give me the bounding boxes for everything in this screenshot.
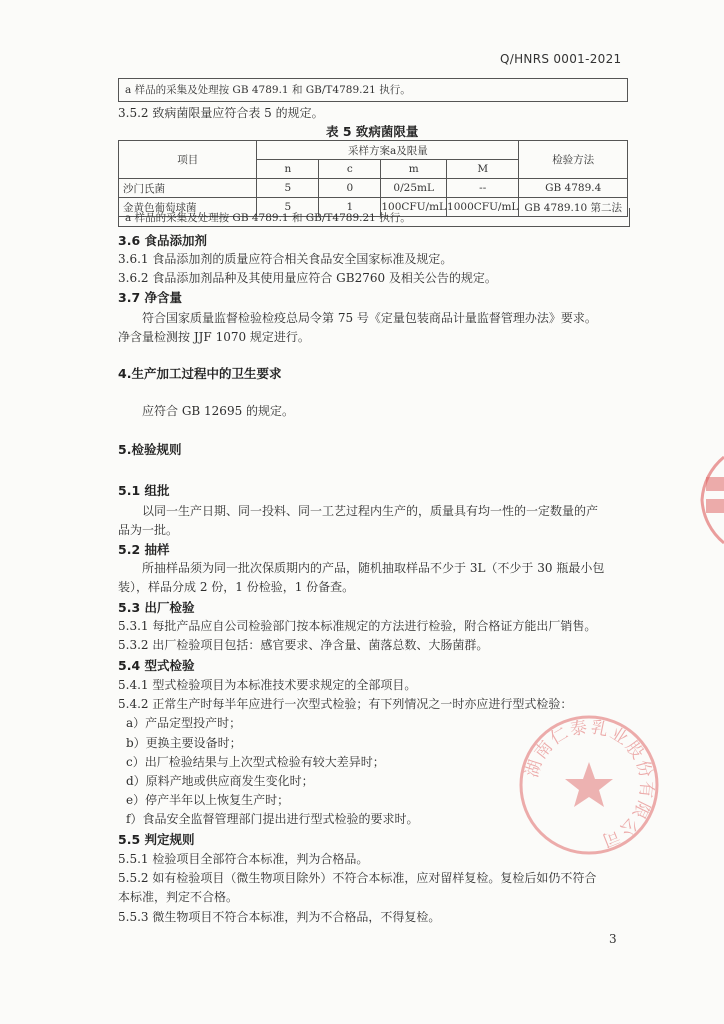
table-5-note-text: a 样品的采集及处理按 GB 4789.1 和 GB/T4789.21 执行。: [125, 212, 411, 224]
cell-m: 100CFU/mL: [381, 198, 447, 217]
clause-5-3-2: 5.3.2 出厂检验项目包括：感官要求、净含量、菌落总数、大肠菌群。: [118, 638, 489, 652]
cell-m: 0/25mL: [381, 179, 447, 198]
clause-5-5-1: 5.5.1 检验项目全部符合本标准，判为合格品。: [118, 852, 369, 866]
clause-5-1-line2: 品为一批。: [118, 523, 179, 537]
table-5-note: [118, 208, 630, 227]
cell-n: 5: [257, 179, 319, 198]
svg-text:湖南仁泰乳业股份有限公司: 湖南仁泰乳业股份有限公司: [522, 717, 657, 851]
clause-3-7-line2: 净含量检测按 JJF 1070 规定进行。: [118, 330, 310, 344]
list-item: e）停产半年以上恢复生产时；: [126, 793, 290, 807]
table-subheader-c: c: [319, 160, 381, 179]
clause-4-body: 应符合 GB 12695 的规定。: [142, 404, 295, 418]
standard-code: Q/HNRS 0001-2021: [500, 52, 622, 66]
clause-5-5-2-line2: 本标准，判定不合格。: [118, 890, 239, 904]
section-3-6-heading: 3.6 食品添加剂: [118, 233, 207, 248]
section-5-2-heading: 5.2 抽样: [118, 542, 170, 557]
table-5-caption: 表 5 致病菌限量: [326, 124, 419, 139]
clause-5-4-2: 5.4.2 正常生产时每半年应进行一次型式检验；有下列情况之一时亦应进行型式检验：: [118, 697, 573, 711]
list-item: b）更换主要设备时；: [126, 736, 242, 750]
clause-5-2-line2: 装），样品分成 2 份，1 份检验，1 份备查。: [118, 580, 355, 594]
clause-5-2-line1: 所抽样品须为同一批次保质期内的产品，随机抽取样品不少于 3L（不少于 30 瓶最小包: [142, 561, 605, 575]
table-5: [118, 140, 628, 217]
company-seal: [516, 712, 662, 858]
edge-seal-fragment: [700, 455, 724, 545]
clause-5-3-1: 5.3.1 每批产品应自公司检验部门按本标准规定的方法进行检验，附合格证方能出厂销售。: [118, 619, 597, 633]
clause-5-5-3: 5.5.3 微生物项目不符合本标准，判为不合格品，不得复检。: [118, 910, 441, 924]
cell-M: 1000CFU/mL: [447, 198, 519, 217]
list-item: d）原料产地或供应商发生变化时；: [126, 774, 314, 788]
top-table-note: [118, 78, 628, 102]
section-4-heading: 4.生产加工过程中的卫生要求: [118, 366, 282, 381]
table-subheader-m: m: [381, 160, 447, 179]
top-note-text: a 样品的采集及处理按 GB 4789.1 和 GB/T4789.21 执行。: [125, 84, 411, 96]
list-item: a）产品定型投产时；: [126, 716, 242, 730]
section-5-5-heading: 5.5 判定规则: [118, 832, 195, 847]
cell-item: 金黄色葡萄球菌: [119, 198, 257, 217]
cell-method: GB 4789.10 第二法: [519, 198, 628, 217]
table-subheader-n: n: [257, 160, 319, 179]
section-3-7-heading: 3.7 净含量: [118, 290, 182, 305]
section-5-4-heading: 5.4 型式检验: [118, 658, 195, 673]
section-5-heading: 5.检验规则: [118, 442, 182, 457]
cell-M: --: [447, 179, 519, 198]
clause-5-4-1: 5.4.1 型式检验项目为本标准技术要求规定的全部项目。: [118, 678, 417, 692]
clause-3-5-2: 3.5.2 致病菌限量应符合表 5 的规定。: [118, 106, 324, 120]
cell-method: GB 4789.4: [519, 179, 628, 198]
cell-item: 沙门氏菌: [119, 179, 257, 198]
table-header-item: 项目: [119, 141, 257, 179]
table-header-plan: 采样方案a及限量: [257, 141, 519, 160]
list-item: f）食品安全监督管理部门提出进行型式检验的要求时。: [126, 812, 419, 826]
cell-n: 5: [257, 198, 319, 217]
table-header-method: 检验方法: [519, 141, 628, 179]
cell-c: 1: [319, 198, 381, 217]
list-item: c）出厂检验结果与上次型式检验有较大差异时；: [126, 755, 385, 769]
clause-5-1-line1: 以同一生产日期、同一投料、同一工艺过程内生产的，质量具有均一性的一定数量的产: [142, 504, 599, 518]
clause-3-7-line1: 符合国家质量监督检验检疫总局令第 75 号《定量包装商品计量监督管理办法》要求。: [142, 311, 597, 325]
clause-5-5-2-line1: 5.5.2 如有检验项目（微生物项目除外）不符合本标准，应对留样复检。复检后如仍不符合: [118, 871, 597, 885]
table-subheader-M: M: [447, 160, 519, 179]
cell-c: 0: [319, 179, 381, 198]
section-5-1-heading: 5.1 组批: [118, 483, 170, 498]
section-5-3-heading: 5.3 出厂检验: [118, 600, 195, 615]
clause-3-6-2: 3.6.2 食品添加剂品种及其使用量应符合 GB2760 及相关公告的规定。: [118, 271, 497, 285]
page-number: 3: [609, 932, 617, 946]
table-row: [119, 179, 628, 198]
clause-3-6-1: 3.6.1 食品添加剂的质量应符合相关食品安全国家标准及规定。: [118, 252, 453, 266]
